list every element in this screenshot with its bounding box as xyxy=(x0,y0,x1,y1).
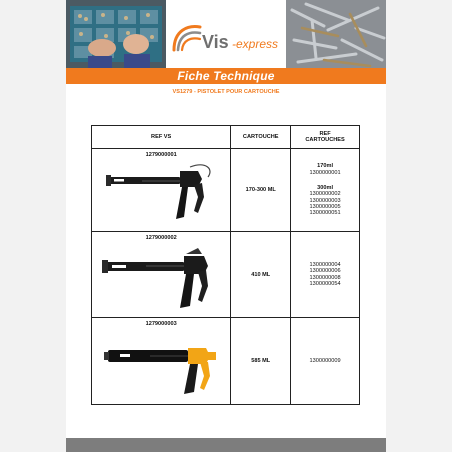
cartridge-refs-cell xyxy=(291,232,360,318)
cartridge-ref: 1300000008 xyxy=(309,274,341,281)
cartridge-ref: 1300000051 xyxy=(309,210,341,217)
page-subtitle: VS1279 - PISTOLET POUR CARTOUCHE xyxy=(172,89,280,95)
cartridge-refs-cell xyxy=(291,318,360,405)
ref-cell xyxy=(92,318,231,405)
ref-code: 1279000003 xyxy=(145,321,177,327)
caulking-gun-black-image xyxy=(102,161,220,227)
cartridge-ref: 1300000003 xyxy=(309,197,341,204)
footer-bar xyxy=(66,438,386,452)
header-ref-vs: REF VS xyxy=(92,126,231,149)
cartridge-ref: 1300000001 xyxy=(309,169,341,176)
ref-cell xyxy=(92,232,231,318)
cartridge-ref: 1300000009 xyxy=(309,357,341,364)
product-table xyxy=(91,125,360,405)
group-title: 300ml xyxy=(317,185,334,192)
table-row xyxy=(92,318,360,405)
cartridge-ref: 1300000005 xyxy=(309,203,341,210)
cartouche-cell: 170-300 ML xyxy=(231,149,291,232)
ref-cell xyxy=(92,149,231,232)
cartouche-cell: 410 ML xyxy=(231,232,291,318)
header-banner xyxy=(66,0,386,68)
ref-code: 1279000002 xyxy=(145,235,177,241)
brand-name: Vis xyxy=(202,32,229,52)
cartridge-refs-cell xyxy=(291,149,360,232)
ref-code: 1279000001 xyxy=(145,152,177,158)
table-row xyxy=(92,149,360,232)
caulking-gun-black-large-image xyxy=(102,244,220,314)
brand-suffix: -express xyxy=(232,37,279,51)
cartridge-ref: 1300000006 xyxy=(309,268,341,275)
group-title: 170ml xyxy=(317,163,334,170)
table-row xyxy=(92,232,360,318)
table-header-row xyxy=(92,126,360,149)
caulking-gun-orange-image xyxy=(102,332,220,398)
technical-sheet-page xyxy=(66,0,386,452)
header-ref-cartouches: REF CARTOUCHES xyxy=(291,126,360,149)
cartouche-cell: 585 ML xyxy=(231,318,291,405)
page-title: Fiche Technique xyxy=(177,69,275,83)
cartridge-ref: 1300000004 xyxy=(309,261,341,268)
header-cartouche: CARTOUCHE xyxy=(231,126,291,149)
cartridge-ref: 1300000002 xyxy=(309,191,341,198)
title-bar xyxy=(66,68,386,84)
cartridge-ref: 1300000054 xyxy=(309,280,341,287)
